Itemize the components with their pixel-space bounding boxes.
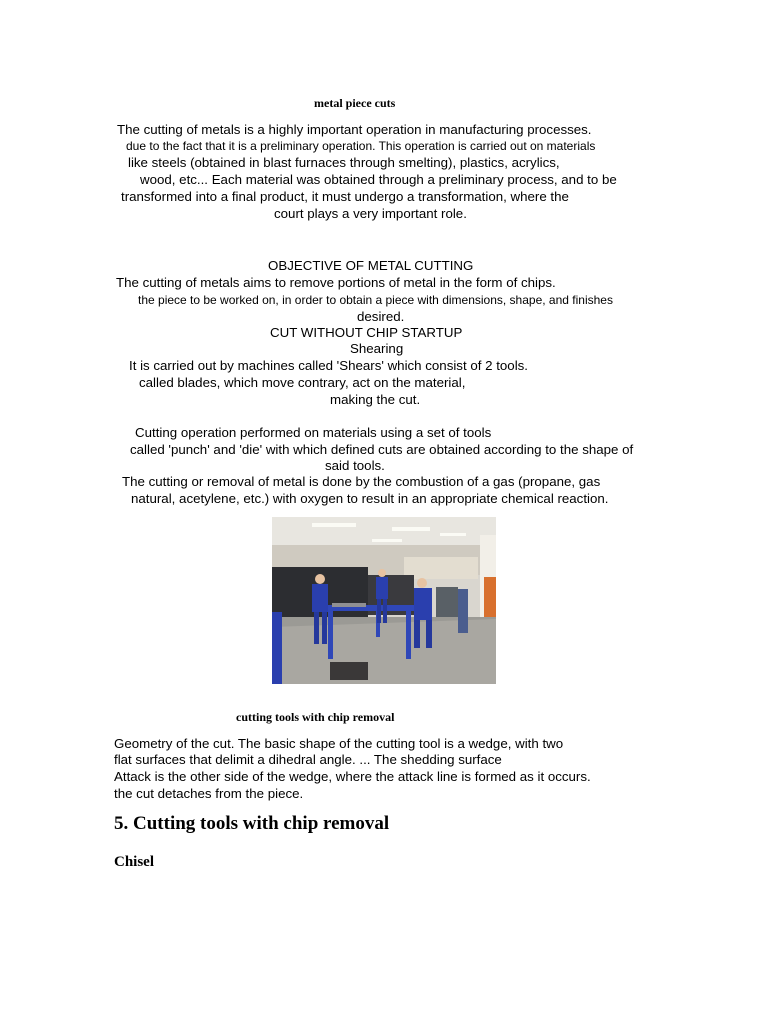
shearing-line-3: making the cut. bbox=[330, 392, 421, 407]
shearing-line-2: called blades, which move contrary, act on the material, bbox=[139, 375, 466, 390]
workshop-photo-illustration bbox=[272, 517, 496, 684]
objective-line-2: the piece to be worked on, in order to obtain a piece with dimensions, shape, and finishes bbox=[138, 293, 613, 307]
intro-line-3: like steels (obtained in blast furnaces through smelting), plastics, acrylics, bbox=[128, 155, 560, 170]
combustion-line-1: The cutting or removal of metal is done by the combustion of a gas (propane, gas bbox=[122, 474, 601, 489]
punch-line-3: said tools. bbox=[325, 458, 385, 473]
intro-line-4: wood, etc... Each material was obtained through a preliminary process, and to be bbox=[140, 172, 617, 187]
intro-line-6: court plays a very important role. bbox=[274, 206, 467, 221]
chisel-heading: Chisel bbox=[114, 854, 155, 870]
punch-line-1: Cutting operation performed on materials using a set of tools bbox=[135, 425, 492, 440]
objective-line-1: The cutting of metals aims to remove portions of metal in the form of chips. bbox=[116, 275, 556, 290]
objective-heading: OBJECTIVE OF METAL CUTTING bbox=[268, 258, 474, 273]
intro-line-5: transformed into a final product, it must undergo a transformation, where the bbox=[121, 189, 569, 204]
subtitle: cutting tools with chip removal bbox=[236, 710, 395, 724]
document-title: metal piece cuts bbox=[314, 96, 396, 110]
intro-line-1: The cutting of metals is a highly important operation in manufacturing processes. bbox=[117, 122, 592, 137]
chip-startup-heading: CUT WITHOUT CHIP STARTUP bbox=[270, 325, 463, 340]
geometry-line-4: the cut detaches from the piece. bbox=[114, 786, 304, 801]
shearing-line-1: It is carried out by machines called 'Shears' which consist of 2 tools. bbox=[129, 358, 528, 373]
combustion-line-2: natural, acetylene, etc.) with oxygen to result in an appropriate chemical reaction. bbox=[131, 491, 609, 506]
punch-line-2: called 'punch' and 'die' with which defined cuts are obtained according to the shape of bbox=[130, 442, 634, 457]
intro-line-2: due to the fact that it is a preliminary operation. This operation is carried out on materials bbox=[126, 139, 596, 153]
shearing-heading: Shearing bbox=[350, 341, 404, 356]
objective-line-3: desired. bbox=[357, 309, 405, 324]
geometry-line-2: flat surfaces that delimit a dihedral angle. ... The shedding surface bbox=[114, 752, 502, 767]
section-heading: 5. Cutting tools with chip removal bbox=[114, 813, 390, 834]
workshop-photo bbox=[272, 517, 496, 684]
geometry-line-3: Attack is the other side of the wedge, where the attack line is formed as it occurs. bbox=[114, 769, 591, 784]
geometry-line-1: Geometry of the cut. The basic shape of the cutting tool is a wedge, with two bbox=[114, 736, 564, 751]
